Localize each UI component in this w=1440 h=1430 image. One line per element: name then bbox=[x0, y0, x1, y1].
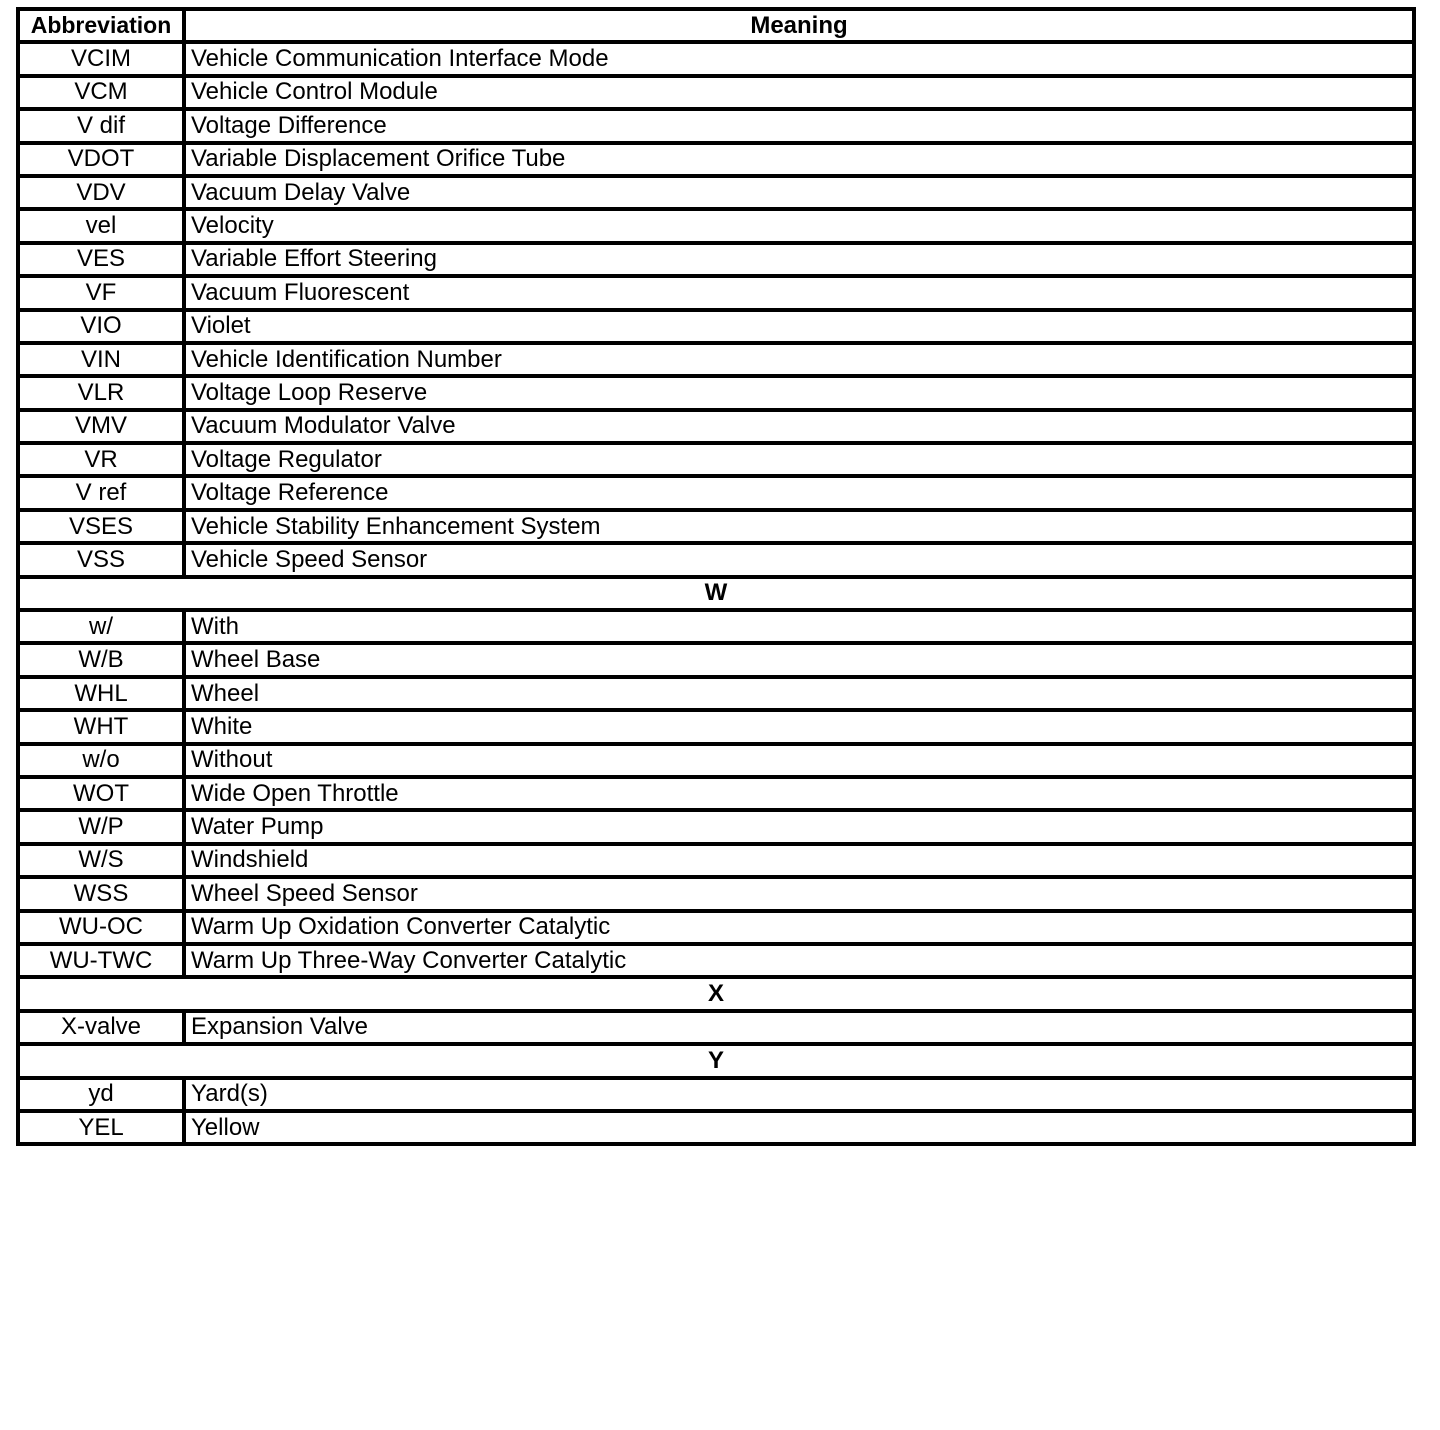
abbreviation-cell: WU-TWC bbox=[18, 944, 184, 977]
header-row bbox=[18, 9, 1414, 42]
abbreviation-cell: VDV bbox=[18, 176, 184, 209]
abbreviation-cell: VMV bbox=[18, 410, 184, 443]
table-row bbox=[18, 510, 1414, 543]
table-row bbox=[18, 343, 1414, 376]
table-row bbox=[18, 710, 1414, 743]
table-row bbox=[18, 176, 1414, 209]
abbreviation-cell: VF bbox=[18, 276, 184, 309]
meaning-cell: Vehicle Identification Number bbox=[184, 343, 1414, 376]
abbreviation-cell: vel bbox=[18, 209, 184, 242]
table-row bbox=[18, 76, 1414, 109]
abbreviation-cell: yd bbox=[18, 1078, 184, 1111]
meaning-cell: Without bbox=[184, 744, 1414, 777]
abbreviation-cell: W/P bbox=[18, 810, 184, 843]
meaning-cell: Variable Effort Steering bbox=[184, 243, 1414, 276]
table-row bbox=[18, 777, 1414, 810]
meaning-cell: Warm Up Three-Way Converter Catalytic bbox=[184, 944, 1414, 977]
table-row bbox=[18, 844, 1414, 877]
abbreviation-cell: VLR bbox=[18, 376, 184, 409]
table-row bbox=[18, 276, 1414, 309]
meaning-cell: Vehicle Communication Interface Mode bbox=[184, 42, 1414, 75]
table-body bbox=[18, 42, 1414, 1144]
meaning-cell: Voltage Regulator bbox=[184, 443, 1414, 476]
section-letter: W bbox=[18, 577, 1414, 610]
table-row bbox=[18, 476, 1414, 509]
meaning-cell: Vacuum Modulator Valve bbox=[184, 410, 1414, 443]
abbreviation-cell: W/B bbox=[18, 643, 184, 676]
abbreviation-cell: V dif bbox=[18, 109, 184, 142]
table-row bbox=[18, 243, 1414, 276]
abbreviation-cell: VCM bbox=[18, 76, 184, 109]
meaning-cell: Voltage Difference bbox=[184, 109, 1414, 142]
table-row bbox=[18, 143, 1414, 176]
meaning-cell: Vehicle Speed Sensor bbox=[184, 543, 1414, 576]
meaning-cell: Wheel Base bbox=[184, 643, 1414, 676]
abbreviation-cell: V ref bbox=[18, 476, 184, 509]
meaning-cell: Expansion Valve bbox=[184, 1011, 1414, 1044]
table-row bbox=[18, 677, 1414, 710]
meaning-cell: Vacuum Fluorescent bbox=[184, 276, 1414, 309]
abbreviation-cell: WOT bbox=[18, 777, 184, 810]
meaning-header: Meaning bbox=[184, 9, 1414, 42]
table-row bbox=[18, 877, 1414, 910]
abbreviation-cell: VIO bbox=[18, 310, 184, 343]
meaning-cell: Voltage Loop Reserve bbox=[184, 376, 1414, 409]
meaning-cell: Violet bbox=[184, 310, 1414, 343]
table-row bbox=[18, 543, 1414, 576]
section-letter: Y bbox=[18, 1044, 1414, 1077]
table-row bbox=[18, 1078, 1414, 1111]
abbreviation-cell: VSS bbox=[18, 543, 184, 576]
meaning-cell: Velocity bbox=[184, 209, 1414, 242]
table-row bbox=[18, 376, 1414, 409]
table-row bbox=[18, 610, 1414, 643]
meaning-cell: Water Pump bbox=[184, 810, 1414, 843]
meaning-cell: Variable Displacement Orifice Tube bbox=[184, 143, 1414, 176]
abbreviation-cell: WSS bbox=[18, 877, 184, 910]
table-row bbox=[18, 810, 1414, 843]
meaning-cell: Vehicle Control Module bbox=[184, 76, 1414, 109]
table-row bbox=[18, 42, 1414, 75]
meaning-cell: Vehicle Stability Enhancement System bbox=[184, 510, 1414, 543]
abbreviation-cell: VR bbox=[18, 443, 184, 476]
section-letter: X bbox=[18, 977, 1414, 1010]
abbreviation-cell: WHT bbox=[18, 710, 184, 743]
table-row bbox=[18, 1011, 1414, 1044]
table-row bbox=[18, 643, 1414, 676]
table-row bbox=[18, 911, 1414, 944]
meaning-cell: With bbox=[184, 610, 1414, 643]
abbreviation-cell: VCIM bbox=[18, 42, 184, 75]
meaning-cell: Warm Up Oxidation Converter Catalytic bbox=[184, 911, 1414, 944]
section-row bbox=[18, 1044, 1414, 1077]
abbreviation-cell: VIN bbox=[18, 343, 184, 376]
abbreviation-cell: w/o bbox=[18, 744, 184, 777]
meaning-cell: Yellow bbox=[184, 1111, 1414, 1144]
meaning-cell: Wide Open Throttle bbox=[184, 777, 1414, 810]
abbreviation-cell: WU-OC bbox=[18, 911, 184, 944]
abbreviation-cell: WHL bbox=[18, 677, 184, 710]
abbreviation-cell: VES bbox=[18, 243, 184, 276]
meaning-cell: Wheel Speed Sensor bbox=[184, 877, 1414, 910]
section-row bbox=[18, 577, 1414, 610]
meaning-cell: Vacuum Delay Valve bbox=[184, 176, 1414, 209]
abbreviation-cell: W/S bbox=[18, 844, 184, 877]
meaning-cell: White bbox=[184, 710, 1414, 743]
meaning-cell: Voltage Reference bbox=[184, 476, 1414, 509]
section-row bbox=[18, 977, 1414, 1010]
table-row bbox=[18, 410, 1414, 443]
table-row bbox=[18, 209, 1414, 242]
meaning-cell: Windshield bbox=[184, 844, 1414, 877]
abbreviation-cell: X-valve bbox=[18, 1011, 184, 1044]
meaning-cell: Yard(s) bbox=[184, 1078, 1414, 1111]
table-row bbox=[18, 109, 1414, 142]
table-row bbox=[18, 944, 1414, 977]
meaning-cell: Wheel bbox=[184, 677, 1414, 710]
abbreviation-cell: w/ bbox=[18, 610, 184, 643]
abbreviation-cell: VSES bbox=[18, 510, 184, 543]
abbreviation-cell: VDOT bbox=[18, 143, 184, 176]
table-row bbox=[18, 310, 1414, 343]
table-row bbox=[18, 1111, 1414, 1144]
table-row bbox=[18, 443, 1414, 476]
abbreviation-cell: YEL bbox=[18, 1111, 184, 1144]
abbreviation-table bbox=[16, 7, 1416, 1146]
table-row bbox=[18, 744, 1414, 777]
abbreviation-header: Abbreviation bbox=[18, 9, 184, 42]
